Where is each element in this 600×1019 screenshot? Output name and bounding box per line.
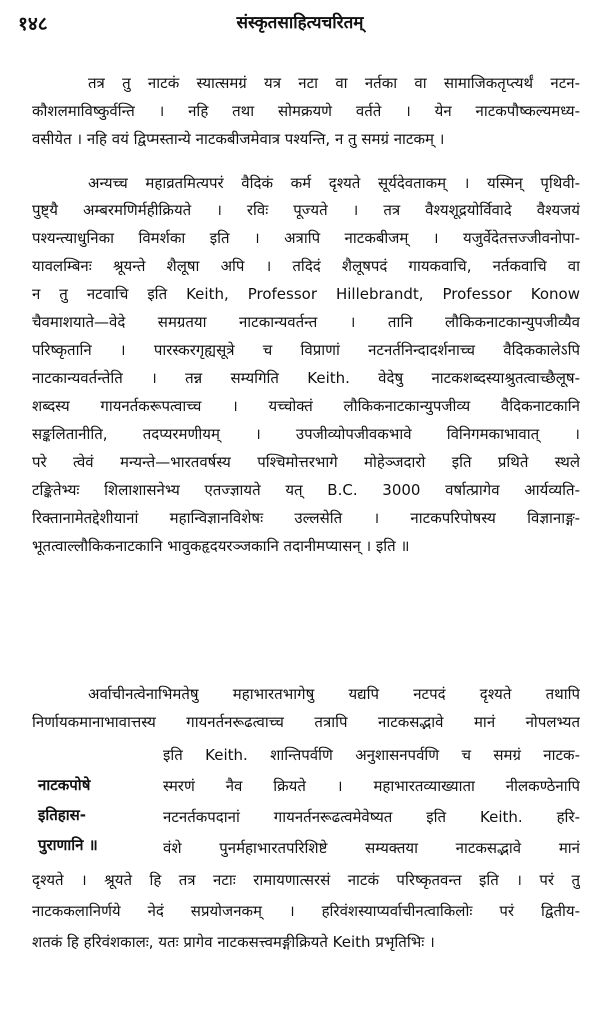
- text-line: रिक्तानामेतद्देशीयानां महान्विज्ञानविशेषः उल्लसेति । नाटकपरिपोषस्य विज्ञानाङ्ग-: [32, 509, 580, 527]
- text-line: पश्यन्त्याधुनिका विमर्शका इति । अत्रापि नाटकबीजम् । यजुर्वेदेतत्तज्जीवनोपा-: [32, 229, 580, 247]
- text-line: वसीयेत । नहि वयं द्विप्मस्तान्ये नाटकबीजमेवात्र पश्यन्ति, न तु समग्रं नाटकम् ।: [32, 130, 445, 148]
- text-line: अर्वाचीनत्वेनाभिमतेषु महाभारतभागेषु यद्यपि नटपदं दृश्यते तथापि: [88, 685, 580, 703]
- text-line: परिष्कृतानि । पारस्करगृह्यसूत्रे च विप्राणां नटनर्तनिन्दादर्शनाच्च वैदिककालेऽपि: [32, 341, 580, 359]
- text-line: नाटकान्यवर्तन्तेति । तन्न सम्यगिति Keith. वेदेषु नाटकशब्दस्याश्रुतत्वाच्छैलूष-: [32, 369, 580, 387]
- text-line: परे त्वेवं मन्यन्ते—भारतवर्षस्य पश्चिमोत्तरभागे मोहेञ्जदारो इति प्रथिते स्थले: [32, 453, 580, 471]
- text-line: निर्णायकमानाभावात्तस्य गायनर्तनरूढत्वाच्च तत्रापि नाटकसद्भावे मानं नोपलभ्यत: [32, 713, 580, 731]
- text-line: वंशे पुनर्महाभारतपरिशिष्टे सम्यक्तया नाटकसद्भावे मानं: [163, 839, 580, 857]
- text-line: सङ्कलितानीति, तदप्यरमणीयम् । उपजीव्योपजीवकभावे विनिगमकाभावात् ।: [32, 425, 580, 443]
- marginal-note-line: नाटकपोषे: [38, 776, 91, 794]
- text-line: दृश्यते । श्रूयते हि तत्र नटाः रामायणात्सरसं नाटकं परिष्कृतवन्त इति । परं तु: [32, 871, 580, 889]
- text-line: शतकं हि हरिवंशकालः, यतः प्रागेव नाटकसत्त्वमङ्गीक्रियते Keith प्रभृतिभिः ।: [32, 933, 435, 951]
- text-line: तत्र तु नाटकं स्यात्समग्रं यत्र नटा वा नर्तका वा सामाजिकतृप्त्यर्थं नटन-: [88, 74, 580, 92]
- marginal-note-line: इतिहास-: [38, 806, 87, 824]
- text-line: स्मरणं नैव क्रियते । महाभारतव्याख्याता नीलकण्ठेनापि: [163, 777, 580, 795]
- text-line: शब्दस्य गायनर्तकरूपत्वाच्च । यच्चोक्तं लौकिकनाटकान्युपजीव्य वैदिकनाटकानि: [32, 397, 580, 415]
- text-line: पुष्ट्यै अम्बरमणिर्महीक्रियते । रविः पूज्यते । तत्र वैश्यशूद्रयोर्विवादे वैश्यजयं: [32, 201, 580, 219]
- page-number: १४८: [18, 13, 48, 35]
- text-line: इति Keith. शान्तिपर्वणि अनुशासनपर्वणि च समग्रं नाटक-: [163, 746, 580, 764]
- marginal-note: [38, 770, 150, 860]
- text-line: यावलम्बिनः श्रूयन्ते शैलूषा अपि । तदिदं शैलूषपदं गायकवाचि, नर्तकवाचि वा: [32, 257, 580, 275]
- text-line: न तु नटवाचि इति Keith, Professor Hillebrandt, Professor Konow: [32, 285, 580, 303]
- text-line: नटनर्तकपदानां गायनर्तनरूढत्वमेवेष्यत इति Keith. हरि-: [163, 808, 580, 826]
- page-header: [18, 10, 582, 42]
- text-line: नाटककलानिर्णये नेदं सप्रयोजनकम् । हरिवंशस्याप्यर्वाचीनत्वाकिलोः परं द्वितीय-: [32, 902, 580, 920]
- text-line: टङ्कितेभ्यः शिलाशासनेभ्य एतज्ज्ञायते यत् B.C. 3000 वर्षात्प्रागेव आर्यव्यति-: [32, 481, 580, 499]
- text-line: चैवमाशयाते—वेदे समग्रतया नाटकान्यवर्तन्त । तानि लौकिकनाटकान्युपजीव्यैव: [32, 313, 580, 331]
- marginal-note-line: पुराणानि ॥: [38, 836, 98, 854]
- text-line: अन्यच्च महाव्रतमित्यपरं वैदिकं कर्म दृश्यते सूर्यदेवताकम् । यस्मिन् पृथिवी-: [88, 174, 580, 192]
- running-title: संस्कृतसाहित्यचरितम्: [236, 13, 364, 33]
- text-line: कौशलमाविष्कुर्वन्ति । नहि तथा सोमक्रयणे वर्तते । येन नाटकपौष्कल्यमध्य-: [32, 102, 580, 120]
- text-line: भूतत्वाल्लौकिकनाटकानि भावुकहृदयरञ्जकानि तदानीमप्यासन् । इति ॥: [32, 537, 410, 555]
